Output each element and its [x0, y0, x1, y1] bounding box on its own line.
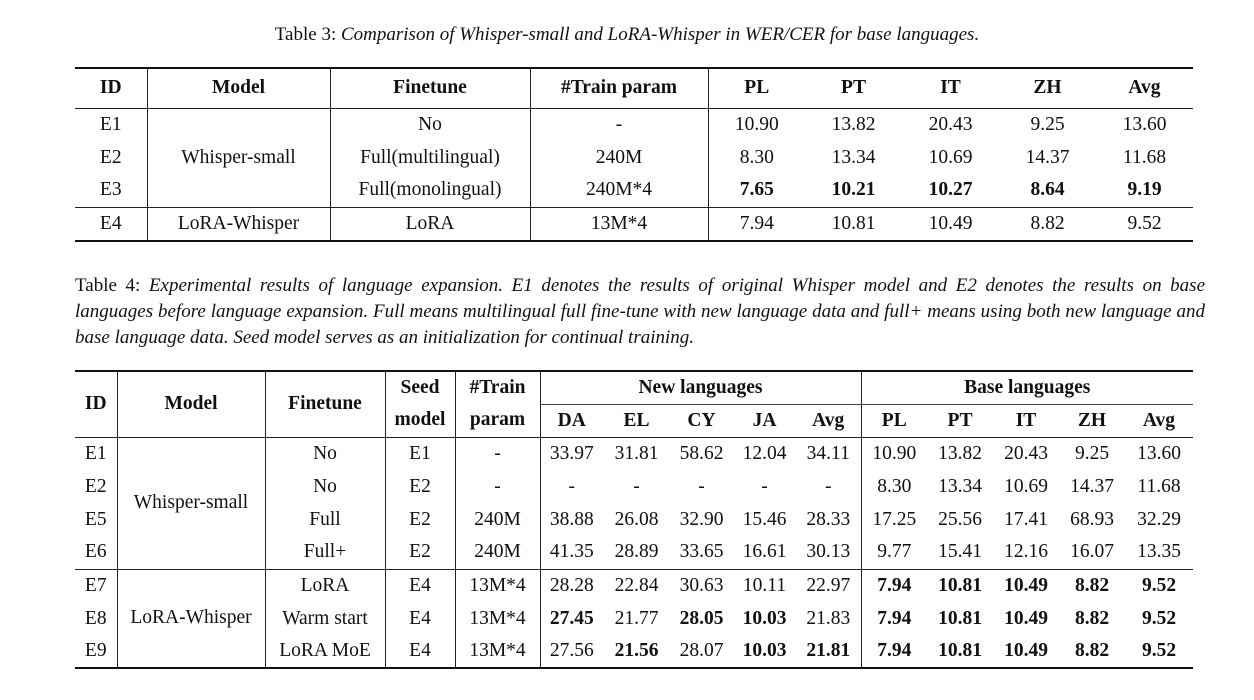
table4-cell-new-value: 21.83: [796, 602, 861, 635]
table3-header: ZH: [1033, 77, 1062, 99]
table4-header-seed: Seed: [385, 371, 455, 404]
table3-cell-value: 13.60: [1122, 113, 1167, 135]
table3-cell-param: 240M: [530, 141, 708, 174]
table3-row: [75, 108, 1193, 141]
table4-cell-base-value: 9.77: [877, 541, 912, 563]
table4-cell-base-value: 11.68: [1137, 475, 1181, 497]
table3-cell-id: E1: [75, 108, 147, 141]
table3-cell-value: 8.82: [1030, 212, 1065, 234]
table3-cell-id: E3: [75, 174, 147, 207]
table4-cell-base-value: 7.94: [877, 640, 912, 661]
table4-cell-new-value: 21.77: [614, 607, 659, 629]
table4-cell-base-value: 9.52: [1141, 574, 1177, 596]
table4-cell-base-value: 8.30: [877, 475, 912, 497]
table3-cell-value: 7.65: [739, 179, 774, 201]
table3-header: Finetune: [330, 68, 530, 108]
table4-cell-base-value: 16.07: [1070, 541, 1114, 563]
table4-cell-finetune: LoRA: [265, 569, 385, 602]
table3-cell-value: 9.19: [1127, 179, 1162, 201]
table4-cell-new-value: 58.62: [679, 442, 724, 464]
table4-cell-base-value: 10.81: [938, 607, 982, 629]
table4-cell-finetune: Full: [265, 503, 385, 536]
table4-cell-new-value: 26.08: [614, 508, 659, 530]
table4-cell-seed: E4: [385, 602, 455, 635]
table3-cell-value: 7.94: [739, 212, 774, 234]
table3-cell-model: LoRA-Whisper: [147, 207, 330, 241]
table4-cell-seed: E4: [385, 569, 455, 602]
table4-cell-base-value: 20.43: [1004, 442, 1048, 464]
table3-caption: [0, 22, 1254, 48]
table3-cell-finetune: No: [330, 108, 530, 141]
table4-cell-base-value: 8.82: [1074, 640, 1110, 661]
table3-caption-text: Comparison of Whisper-small and LoRA-Whisper in WER/CER for base languages.: [340, 24, 980, 45]
table3-cell-value: 10.27: [928, 179, 973, 201]
table3-cell-param: 13M*4: [530, 207, 708, 241]
table3-header: Avg: [1128, 77, 1161, 99]
table4-header-base-languages: Base languages: [861, 371, 1193, 404]
table4-cell-finetune: Full+: [265, 536, 385, 569]
table4-cell-new-value: 21.81: [796, 635, 861, 668]
table3-cell-value: 9.52: [1127, 212, 1162, 234]
table4-cell-base-value: 10.69: [1004, 475, 1048, 497]
table4-cell-base-value: 10.90: [872, 442, 917, 464]
table3-cell-id: E4: [75, 207, 147, 241]
table4-cell-base-value: 12.16: [1004, 541, 1048, 563]
table3-header: Model: [147, 68, 330, 108]
table4-cell-id: E7: [75, 569, 117, 602]
table4-header-lang: EL: [623, 409, 650, 431]
table4-header-train: #Train: [455, 371, 540, 404]
table3-cell-value: 13.82: [831, 113, 876, 135]
table4-cell-new-value: 27.45: [549, 607, 594, 629]
table4-header-train: param: [455, 404, 540, 437]
table4-cell-base-value: 10.49: [1004, 640, 1048, 661]
table4-cell-new-value: 32.90: [679, 508, 724, 530]
table4-cell-new-value: 34.11: [796, 437, 861, 470]
table4-cell-new-value: 27.56: [549, 640, 594, 661]
table4-cell-new-value: 41.35: [549, 541, 594, 563]
table3-cell-param: 240M*4: [530, 174, 708, 207]
table4-cell-base-value: 10.81: [938, 574, 982, 596]
table4-cell-param: 240M: [455, 503, 540, 536]
table3-cell-value: 20.43: [928, 113, 973, 135]
table3-cell-value: 13.34: [831, 146, 876, 168]
table3-cell-id: E2: [75, 141, 147, 174]
table4-header-lang: PT: [947, 409, 973, 431]
table4-cell-seed: E1: [385, 437, 455, 470]
table4-cell-base-value: 7.94: [877, 574, 912, 596]
table3-row: [75, 207, 1193, 241]
table4-cell-finetune: No: [265, 437, 385, 470]
table4-cell-base-value: 14.37: [1070, 475, 1114, 497]
table4-cell-new-value: 28.89: [614, 541, 659, 563]
table3-cell-value: 10.69: [928, 146, 973, 168]
table4-cell-base-value: 13.82: [938, 442, 982, 464]
table3-cell-value: 10.49: [928, 212, 973, 234]
table3-cell-value: 14.37: [1025, 146, 1070, 168]
table4-header-finetune: Finetune: [265, 371, 385, 437]
table4-cell-new-value: -: [796, 470, 861, 503]
table4-caption: [75, 273, 1205, 351]
table4-cell-finetune: Warm start: [265, 602, 385, 635]
table3-cell-model: Whisper-small: [147, 108, 330, 207]
table4-cell-new-value: 12.04: [742, 442, 787, 464]
table3-header: ID: [75, 68, 147, 108]
table4-cell-base-value: 10.49: [1004, 607, 1048, 629]
table4-cell-new-value: 10.03: [742, 640, 787, 661]
table4-cell-param: -: [455, 470, 540, 503]
table4-cell-id: E6: [75, 536, 117, 569]
table4-cell-base-value: 10.49: [1004, 574, 1048, 596]
table4-cell-base-value: 13.35: [1137, 541, 1181, 563]
table3-header: PL: [744, 77, 770, 99]
table4-cell-base-value: 17.41: [1004, 508, 1048, 530]
table4-cell-seed: E2: [385, 503, 455, 536]
table4-cell-param: 13M*4: [455, 635, 540, 668]
table4-header-seed: model: [385, 404, 455, 437]
table4-cell-new-value: 33.65: [679, 541, 724, 563]
table4-header-lang: DA: [557, 409, 586, 431]
table4-header-lang: Avg: [1142, 409, 1176, 431]
table3-cell-value: 10.90: [734, 113, 779, 135]
table3-caption-label: Table 3:: [274, 24, 337, 45]
table4-cell-base-value: 10.81: [938, 640, 982, 661]
table4-cell-new-value: -: [761, 475, 768, 497]
table4-cell-new-value: 33.97: [549, 442, 594, 464]
table4-cell-new-value: 30.63: [679, 574, 724, 596]
table4-header-lang: PL: [881, 409, 907, 431]
table3-cell-finetune: LoRA: [330, 207, 530, 241]
table3: [75, 67, 1193, 242]
table4-cell-new-value: 28.07: [679, 640, 724, 661]
table4-cell-new-value: 31.81: [614, 442, 659, 464]
table4-cell-model: Whisper-small: [117, 437, 265, 569]
table4-cell-base-value: 17.25: [872, 508, 917, 530]
table4-cell-id: E2: [75, 470, 117, 503]
table4-cell-new-value: 28.33: [796, 503, 861, 536]
table4-header-row-1: [75, 371, 1193, 404]
table4-cell-base-value: 9.25: [1074, 442, 1110, 464]
table3-header: PT: [841, 77, 866, 99]
table4-cell-seed: E2: [385, 536, 455, 569]
table4-cell-base-value: 32.29: [1137, 508, 1181, 530]
table4-cell-new-value: -: [568, 475, 575, 497]
table4-cell-new-value: 15.46: [742, 508, 787, 530]
table4-caption-text: Experimental results of language expansion. E1 denotes the results of original Whisper model and E2 denotes the results on base languages before language expansion. Full means multilingual full fine-tune with new language data and full+ means using both new language and base language data. Seed model serves as an initialization for continual training.: [75, 275, 1206, 348]
table4-cell-new-value: 21.56: [614, 640, 659, 661]
table4-header-lang: Avg: [796, 404, 861, 437]
table4-cell-new-value: 38.88: [549, 508, 594, 530]
table4-cell-new-value: 10.11: [742, 574, 787, 596]
table4-cell-base-value: 9.52: [1141, 640, 1177, 661]
table4-cell-id: E1: [75, 437, 117, 470]
table4-cell-base-value: 68.93: [1070, 508, 1114, 530]
table4-cell-base-value: 7.94: [877, 607, 912, 629]
table4-cell-finetune: No: [265, 470, 385, 503]
table4-cell-seed: E2: [385, 470, 455, 503]
table4-header-lang: ZH: [1077, 409, 1107, 431]
table4-cell-new-value: 30.13: [796, 536, 861, 569]
table4-cell-new-value: -: [633, 475, 640, 497]
table4-cell-id: E8: [75, 602, 117, 635]
table4-cell-new-value: 22.97: [796, 569, 861, 602]
table4-cell-base-value: 8.82: [1074, 607, 1110, 629]
table4-header-lang: CY: [687, 409, 716, 431]
table4-header-id: ID: [75, 371, 117, 437]
table4-cell-base-value: 15.41: [938, 541, 982, 563]
table4-cell-param: -: [455, 437, 540, 470]
table4-row: [75, 569, 1193, 602]
table4-row: [75, 437, 1193, 470]
table4-cell-base-value: 13.60: [1137, 442, 1181, 464]
table4-cell-seed: E4: [385, 635, 455, 668]
table4-cell-new-value: 22.84: [614, 574, 659, 596]
table4-cell-base-value: 13.34: [938, 475, 982, 497]
table4-cell-param: 13M*4: [455, 602, 540, 635]
table4-cell-base-value: 25.56: [938, 508, 982, 530]
table4-cell-new-value: 28.28: [549, 574, 594, 596]
table4-cell-finetune: LoRA MoE: [265, 635, 385, 668]
table4-body: [75, 437, 1193, 668]
table3-header: IT: [940, 77, 961, 99]
table3-cell-value: 11.68: [1122, 146, 1167, 168]
table4-cell-base-value: 9.52: [1141, 607, 1177, 629]
table4-cell-id: E5: [75, 503, 117, 536]
table3-header-row: [75, 68, 1193, 108]
table4-cell-base-value: 8.82: [1074, 574, 1110, 596]
table3-cell-finetune: Full(multilingual): [330, 141, 530, 174]
table3-cell-value: 9.25: [1030, 113, 1065, 135]
table4: [75, 370, 1193, 669]
table4-cell-new-value: 16.61: [742, 541, 787, 563]
table4-cell-model: LoRA-Whisper: [117, 569, 265, 668]
table4-caption-label: Table 4:: [75, 275, 141, 296]
table4-cell-new-value: -: [698, 475, 705, 497]
table4-header-lang: JA: [752, 409, 777, 431]
table4-cell-param: 13M*4: [455, 569, 540, 602]
table3-cell-value: 8.64: [1030, 179, 1065, 201]
table3-cell-param: -: [530, 108, 708, 141]
table3-cell-value: 8.30: [739, 146, 774, 168]
table3-cell-value: 10.21: [831, 179, 876, 201]
table4-cell-new-value: 28.05: [679, 607, 724, 629]
table4-cell-new-value: 10.03: [742, 607, 787, 629]
table3-header: #Train param: [530, 68, 708, 108]
table4-cell-param: 240M: [455, 536, 540, 569]
table3-cell-finetune: Full(monolingual): [330, 174, 530, 207]
table4-header-new-languages: New languages: [540, 371, 861, 404]
table4-header-model: Model: [117, 371, 265, 437]
table3-cell-value: 10.81: [831, 212, 876, 234]
table4-header-lang: IT: [1015, 409, 1037, 431]
table4-cell-id: E9: [75, 635, 117, 668]
